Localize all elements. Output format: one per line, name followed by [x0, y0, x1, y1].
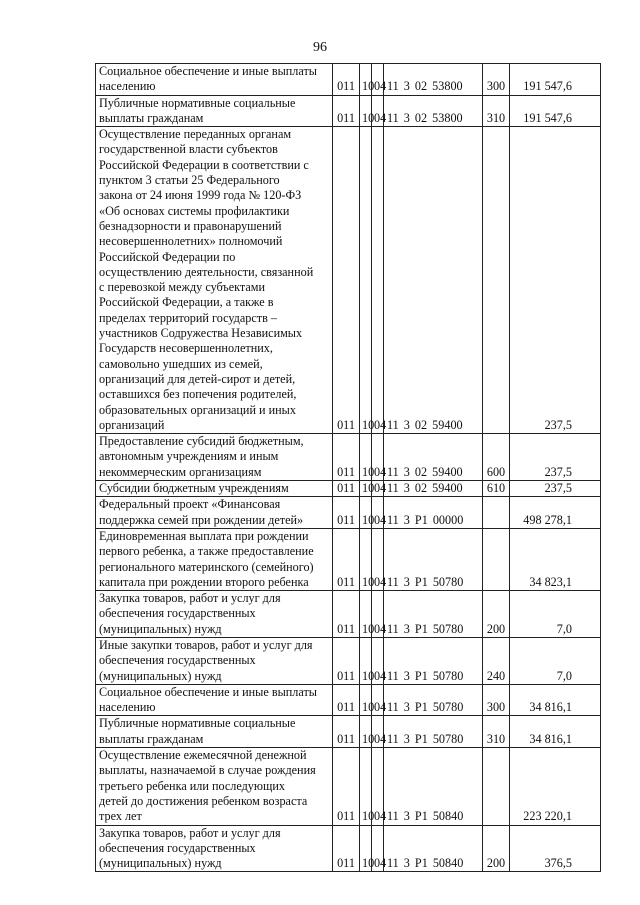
table-row	[96, 591, 601, 638]
target-article-code: 11 3 P1 50780	[384, 684, 483, 716]
amount-value: 34 816,1	[510, 684, 601, 716]
expense-kind-code: 200	[483, 591, 510, 638]
subsection-code: 04	[372, 684, 384, 716]
ministry-code: 011	[333, 497, 360, 529]
subsection-code: 04	[372, 127, 384, 434]
section-code: 10	[360, 481, 372, 497]
ministry-code: 011	[333, 684, 360, 716]
table-row	[96, 825, 601, 872]
subsection-code: 04	[372, 825, 384, 872]
target-article-code: 11 3 02 59400	[384, 481, 483, 497]
subsection-code: 04	[372, 528, 384, 590]
ministry-code: 011	[333, 64, 360, 96]
amount-value: 191 547,6	[510, 64, 601, 96]
section-code: 10	[360, 591, 372, 638]
expense-kind-code: 240	[483, 637, 510, 684]
row-description: Социальное обеспечение и иные выплаты населению	[96, 684, 333, 716]
row-description: Публичные нормативные социальные выплаты гражданам	[96, 95, 333, 127]
ministry-code: 011	[333, 591, 360, 638]
section-code: 10	[360, 64, 372, 96]
ministry-code: 011	[333, 434, 360, 481]
table-row	[96, 497, 601, 529]
subsection-code: 04	[372, 748, 384, 825]
target-article-code: 11 3 02 53800	[384, 64, 483, 96]
section-code: 10	[360, 825, 372, 872]
target-article-code: 11 3 P1 50780	[384, 528, 483, 590]
section-code: 10	[360, 684, 372, 716]
row-description: Субсидии бюджетным учреждениям	[96, 481, 333, 497]
table-row	[96, 481, 601, 497]
ministry-code: 011	[333, 127, 360, 434]
budget-table	[95, 63, 601, 872]
subsection-code: 04	[372, 434, 384, 481]
table-row	[96, 64, 601, 96]
amount-value: 237,5	[510, 127, 601, 434]
subsection-code: 04	[372, 64, 384, 96]
table-row	[96, 434, 601, 481]
target-article-code: 11 3 P1 50840	[384, 748, 483, 825]
section-code: 10	[360, 748, 372, 825]
expense-kind-code: 610	[483, 481, 510, 497]
expense-kind-code	[483, 748, 510, 825]
row-description: Иные закупки товаров, работ и услуг для обеспечения государственных (муниципальных) нужд	[96, 637, 333, 684]
target-article-code: 11 3 P1 50780	[384, 716, 483, 748]
target-article-code: 11 3 P1 50840	[384, 825, 483, 872]
section-code: 10	[360, 716, 372, 748]
expense-kind-code: 310	[483, 716, 510, 748]
expense-kind-code	[483, 497, 510, 529]
expense-kind-code: 300	[483, 64, 510, 96]
expense-kind-code: 300	[483, 684, 510, 716]
amount-value: 34 816,1	[510, 716, 601, 748]
page-number: 96	[313, 40, 327, 55]
ministry-code: 011	[333, 528, 360, 590]
section-code: 10	[360, 127, 372, 434]
section-code: 10	[360, 95, 372, 127]
subsection-code: 04	[372, 716, 384, 748]
target-article-code: 11 3 P1 50780	[384, 591, 483, 638]
table-row	[96, 684, 601, 716]
amount-value: 237,5	[510, 481, 601, 497]
ministry-code: 011	[333, 716, 360, 748]
section-code: 10	[360, 434, 372, 481]
row-description: Осуществление ежемесячной денежной выплаты, назначаемой в случае рождения третьего ребенка или последующих детей до достижения ребенком возраста трех лет	[96, 748, 333, 825]
target-article-code: 11 3 02 59400	[384, 434, 483, 481]
row-description: Федеральный проект «Финансовая поддержка семей при рождении детей»	[96, 497, 333, 529]
table-body	[96, 64, 601, 872]
expense-kind-code: 600	[483, 434, 510, 481]
row-description: Публичные нормативные социальные выплаты гражданам	[96, 716, 333, 748]
subsection-code: 04	[372, 481, 384, 497]
section-code: 10	[360, 528, 372, 590]
amount-value: 7,0	[510, 637, 601, 684]
ministry-code: 011	[333, 748, 360, 825]
subsection-code: 04	[372, 591, 384, 638]
ministry-code: 011	[333, 95, 360, 127]
ministry-code: 011	[333, 481, 360, 497]
table-row	[96, 528, 601, 590]
amount-value: 7,0	[510, 591, 601, 638]
row-description: Единовременная выплата при рождении первого ребенка, а также предоставление регионального материнского (семейного) капитала при рождении второго ребенка	[96, 528, 333, 590]
subsection-code: 04	[372, 637, 384, 684]
amount-value: 237,5	[510, 434, 601, 481]
table-row	[96, 127, 601, 434]
row-description: Закупка товаров, работ и услуг для обеспечения государственных (муниципальных) нужд	[96, 591, 333, 638]
table-row	[96, 716, 601, 748]
expense-kind-code: 200	[483, 825, 510, 872]
table-row	[96, 637, 601, 684]
section-code: 10	[360, 497, 372, 529]
row-description: Предоставление субсидий бюджетным, автономным учреждениям и иным некоммерческим организациям	[96, 434, 333, 481]
section-code: 10	[360, 637, 372, 684]
amount-value: 498 278,1	[510, 497, 601, 529]
target-article-code: 11 3 02 59400	[384, 127, 483, 434]
subsection-code: 04	[372, 497, 384, 529]
table-row	[96, 748, 601, 825]
target-article-code: 11 3 02 53800	[384, 95, 483, 127]
row-description: Закупка товаров, работ и услуг для обеспечения государственных (муниципальных) нужд	[96, 825, 333, 872]
subsection-code: 04	[372, 95, 384, 127]
amount-value: 223 220,1	[510, 748, 601, 825]
amount-value: 34 823,1	[510, 528, 601, 590]
expense-kind-code	[483, 528, 510, 590]
amount-value: 376,5	[510, 825, 601, 872]
ministry-code: 011	[333, 825, 360, 872]
target-article-code: 11 3 P1 00000	[384, 497, 483, 529]
expense-kind-code: 310	[483, 95, 510, 127]
amount-value: 191 547,6	[510, 95, 601, 127]
row-description: Социальное обеспечение и иные выплаты населению	[96, 64, 333, 96]
target-article-code: 11 3 P1 50780	[384, 637, 483, 684]
expense-kind-code	[483, 127, 510, 434]
row-description: Осуществление переданных органам государственной власти субъектов Российской Федерации в соответствии с пунктом 3 статьи 25 Федерального закона от 24 июня 1999 года № 120-ФЗ «Об основах системы профилактики безнадзорности и правонарушений несовершеннолетних» полномочий Российской Федерации по осуществлению деятельности, связанной с перевозкой между субъектами Российской Федерации, а также в пределах территорий государств – участников Содружества Независимых Государств несовершеннолетних, самовольно ушедших из семей, организаций для детей-сирот и детей, оставшихся без попечения родителей, образовательных организаций и иных организаций	[96, 127, 333, 434]
table-row	[96, 95, 601, 127]
ministry-code: 011	[333, 637, 360, 684]
